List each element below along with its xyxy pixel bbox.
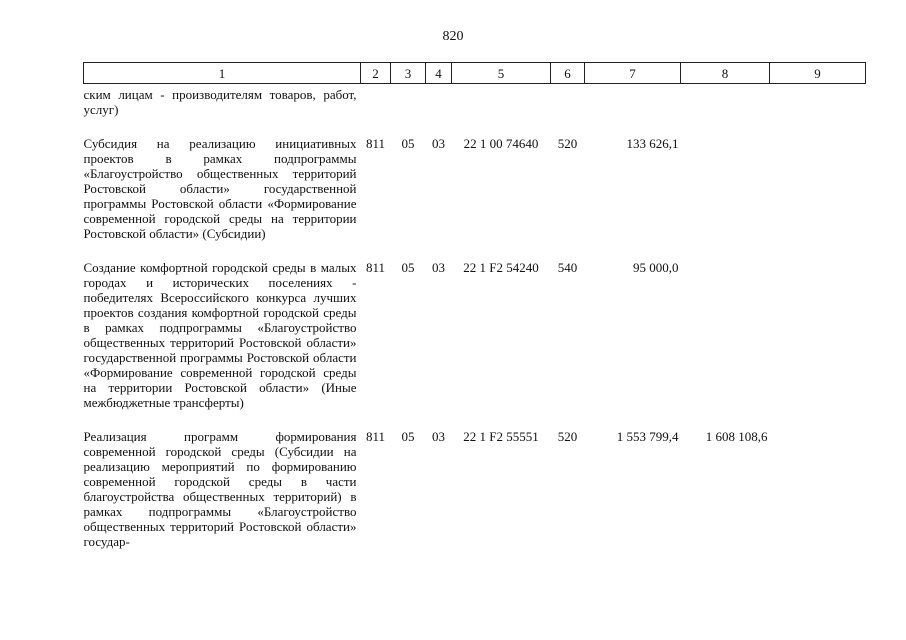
row-amount-2 — [681, 84, 770, 118]
row-amount-2 — [681, 260, 770, 410]
row-ministry: 811 — [365, 429, 386, 444]
row-amount-1: 133 626,1 — [626, 136, 679, 151]
row-amount-2 — [681, 136, 770, 241]
row-section: 05 — [401, 260, 415, 275]
budget-table — [83, 62, 866, 549]
row-expense-type — [551, 84, 585, 118]
row-ministry: 811 — [365, 136, 386, 151]
row-amount-3 — [770, 136, 866, 241]
table-row — [84, 84, 866, 118]
row-amount-3 — [770, 260, 866, 410]
header-col-8: 8 — [681, 63, 770, 84]
header-col-6: 6 — [551, 63, 585, 84]
row-amount-1: 1 553 799,4 — [616, 429, 679, 444]
row-amount-3 — [770, 429, 866, 549]
header-col-3: 3 — [391, 63, 426, 84]
row-expense-type: 520 — [557, 429, 578, 444]
header-col-7: 7 — [585, 63, 681, 84]
header-col-4: 4 — [426, 63, 452, 84]
page-number: 820 — [442, 29, 464, 44]
row-subsection: 03 — [432, 260, 445, 275]
row-name: ским лицам - производителям товаров, работ, услуг) — [83, 87, 357, 117]
header-col-5: 5 — [452, 63, 551, 84]
header-col-1: 1 — [84, 63, 361, 84]
row-amount-1: 95 000,0 — [633, 260, 679, 275]
table-header — [84, 63, 866, 84]
table-row — [84, 429, 866, 549]
row-target-code: 22 1 F2 55551 — [463, 429, 539, 444]
row-subsection: 03 — [432, 429, 445, 444]
row-name: Реализация программ формирования современной городской среды (Субсидии на реализацию мероприятий по формированию современной городской среды в части благоустройства общественных территорий) в рамках подпрограммы «Благоустройство общественных территорий Ростовской области» государ- — [83, 429, 357, 549]
row-ministry: 811 — [365, 260, 386, 275]
row-name: Создание комфортной городской среды в малых городах и исторических поселениях - победителях Всероссийского конкурса лучших проектов создания комфортной городской среды в рамках подпрограммы «Благоустройство общественных территорий Ростовской области» государственной программы Ростовской области «Формирование современной городской среды на территории Ростовской области» (Иные межбюджетные трансферты) — [83, 260, 357, 410]
row-name: Субсидия на реализацию инициативных проектов в рамках подпрограммы «Благоустройство общественных территорий Ростовской области» государственной программы Ростовской области «Формирование современной городской среды на территории Ростовской области» (Субсидии) — [83, 136, 357, 241]
row-amount-2: 1 608 108,6 — [705, 429, 768, 444]
row-amount-1 — [585, 84, 681, 118]
table-row — [84, 136, 866, 241]
row-target-code: 22 1 00 74640 — [463, 136, 539, 151]
row-section: 05 — [401, 429, 415, 444]
row-section — [391, 84, 426, 118]
row-expense-type: 520 — [557, 136, 578, 151]
row-amount-3 — [770, 84, 866, 118]
row-expense-type: 540 — [557, 260, 578, 275]
row-subsection — [426, 84, 452, 118]
row-ministry — [361, 84, 391, 118]
row-target-code: 22 1 F2 54240 — [463, 260, 539, 275]
row-subsection: 03 — [432, 136, 445, 151]
row-target-code — [452, 84, 551, 118]
row-section: 05 — [401, 136, 415, 151]
header-col-9: 9 — [770, 63, 866, 84]
header-col-2: 2 — [361, 63, 391, 84]
table-row — [84, 260, 866, 410]
